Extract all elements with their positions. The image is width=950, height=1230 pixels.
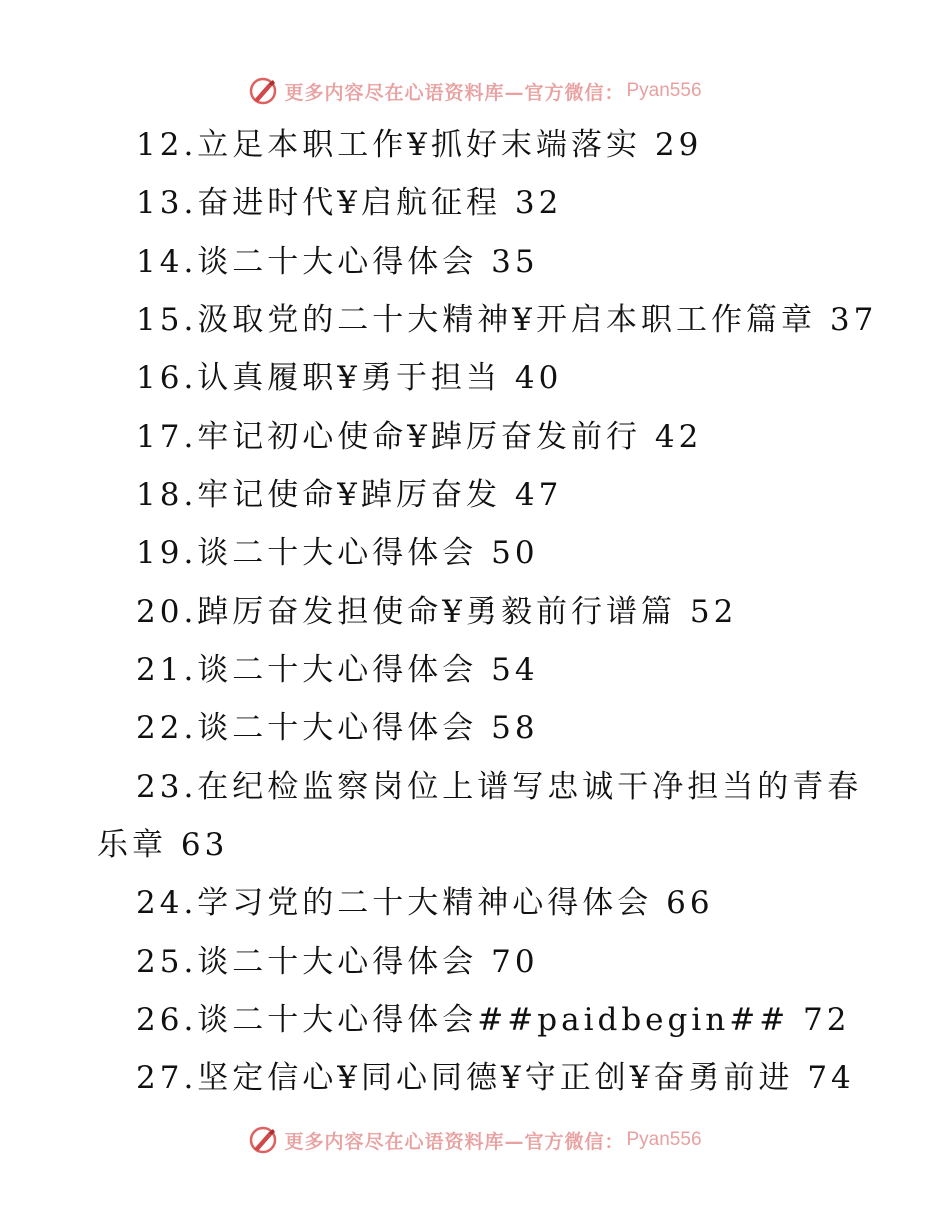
toc-entry: 16.认真履职¥勇于担当 40 [136, 360, 563, 396]
toc-entry: 15.汲取党的二十大精神¥开启本职工作篇章 37 [136, 302, 878, 338]
toc-entry: 27.坚定信心¥同心同德¥守正创¥奋勇前进 74 [136, 1060, 855, 1096]
toc-entry: 17.牢记初心使命¥踔厉奋发前行 42 [136, 419, 703, 455]
toc-entry: 26.谈二十大心得体会##paidbegin## 72 [136, 1002, 851, 1038]
toc-entry: 14.谈二十大心得体会 35 [136, 244, 539, 280]
watermark-footer [0, 1120, 950, 1160]
toc-entry: 22.谈二十大心得体会 58 [136, 710, 539, 746]
toc-entry: 20.踔厉奋发担使命¥勇毅前行谱篇 52 [136, 594, 738, 630]
toc-entry: 23.在纪检监察岗位上谱写忠诚干净担当的青春 [136, 769, 863, 805]
toc-entry: 21.谈二十大心得体会 54 [136, 652, 539, 688]
toc-entry: 19.谈二十大心得体会 50 [136, 535, 539, 571]
toc-entry: 13.奋进时代¥启航征程 32 [136, 185, 563, 221]
pen-logo-icon [248, 1125, 278, 1155]
toc-entry: 18.牢记使命¥踔厉奋发 47 [136, 477, 563, 513]
watermark-text: 更多内容尽在心语资料库—官方微信： [284, 81, 625, 104]
watermark-header [0, 71, 950, 111]
watermark-text: 更多内容尽在心语资料库—官方微信： [284, 1130, 625, 1153]
toc-entry-continuation: 乐章 63 [97, 827, 229, 863]
watermark-wechat-id: Pyan556 [626, 80, 702, 101]
toc-entry: 12.立足本职工作¥抓好末端落实 29 [136, 127, 703, 163]
watermark-wechat-id: Pyan556 [626, 1129, 702, 1150]
toc-entry: 24.学习党的二十大精神心得体会 66 [136, 885, 714, 921]
pen-logo-icon [248, 76, 278, 106]
toc-entry: 25.谈二十大心得体会 70 [136, 944, 539, 980]
